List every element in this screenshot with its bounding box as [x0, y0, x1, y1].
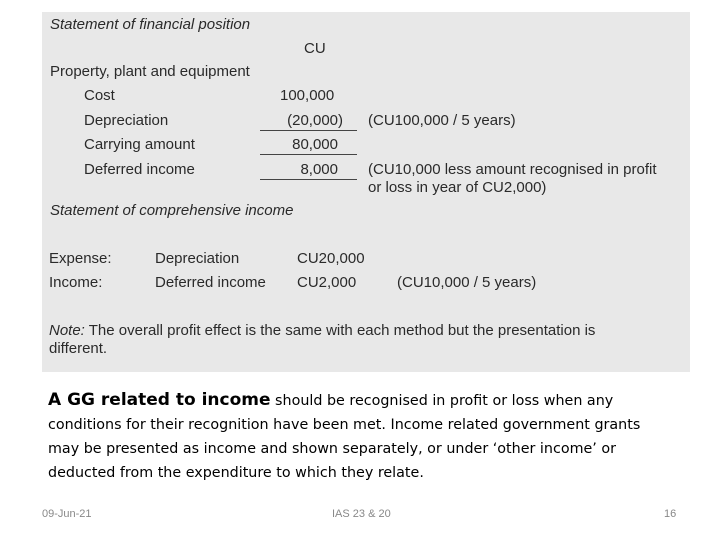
sci-amount: CU20,000 — [297, 250, 365, 267]
currency-header: CU — [304, 40, 326, 57]
body-paragraph — [48, 388, 688, 485]
body-line3: may be presented as income and shown separately, or under ‘other income’ or — [48, 441, 617, 457]
row-value: (20,000) — [260, 112, 357, 131]
row-value: 8,000 — [260, 161, 357, 180]
row-label: Cost — [84, 87, 115, 104]
sci-type: Expense: — [49, 250, 112, 267]
note-line1: Note: The overall profit effect is the same with each method but the presentation is — [49, 322, 596, 339]
body-line2: conditions for their recognition have been met. Income related government grants — [48, 417, 641, 433]
body-lead: A GG related to income — [48, 390, 271, 410]
footer-center: IAS 23 & 20 — [332, 508, 391, 520]
sci-item: Deferred income — [155, 274, 266, 291]
row-note-line2: or loss in year of CU2,000) — [368, 179, 547, 196]
row-label: Depreciation — [84, 112, 169, 129]
footer-page-number: 16 — [664, 508, 677, 520]
note-line2: different. — [49, 340, 108, 357]
row-value: 100,000 — [280, 87, 335, 104]
row-value: 80,000 — [260, 136, 357, 155]
ppe-section-label: Property, plant and equipment — [50, 63, 250, 80]
sfp-heading: Statement of financial position — [50, 16, 251, 33]
sci-type: Income: — [49, 274, 103, 291]
sci-amount: CU2,000 — [297, 274, 357, 291]
body-line1: A GG related to income should be recognised in profit or loss when any — [48, 390, 614, 410]
sci-heading: Statement of comprehensive income — [50, 202, 294, 219]
body-line4: deducted from the expenditure to which they relate. — [48, 465, 424, 481]
sci-item: Depreciation — [155, 250, 240, 267]
footer-date: 09-Jun-21 — [42, 508, 92, 520]
row-note-line1: (CU10,000 less amount recognised in profit — [368, 161, 657, 178]
row-label: Carrying amount — [84, 136, 195, 153]
row-label: Deferred income — [84, 161, 195, 178]
sci-note: (CU10,000 / 5 years) — [397, 274, 537, 291]
row-note: (CU100,000 / 5 years) — [368, 112, 516, 129]
